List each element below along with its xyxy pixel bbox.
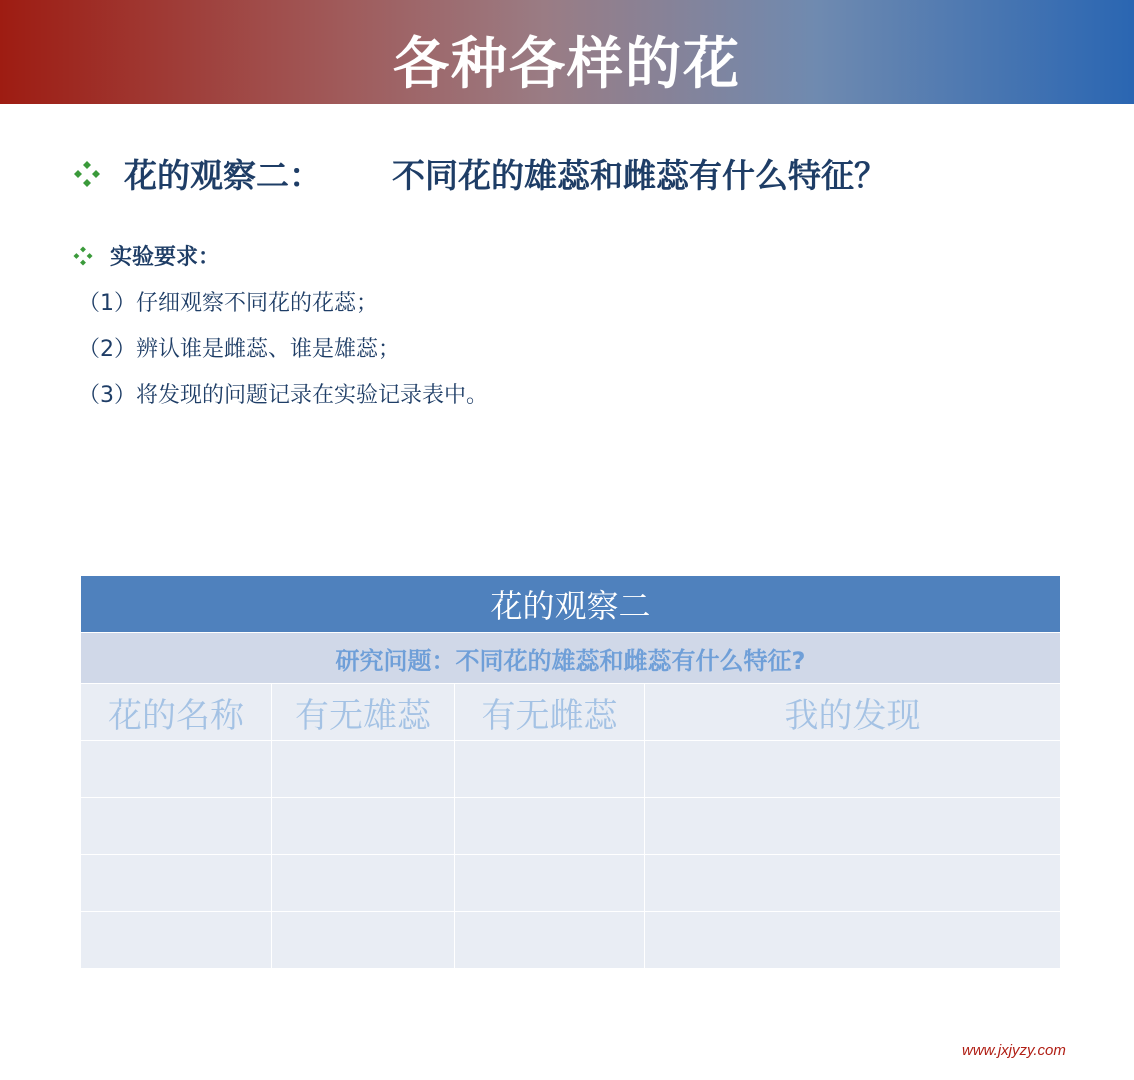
table-cell (455, 798, 645, 855)
watermark-text: www.jxjyzy.com (962, 1042, 1066, 1059)
column-header-has-stamen: 有无雄蕊 (272, 684, 455, 741)
page-title: 各种各样的花 (393, 32, 741, 97)
table-cell (455, 912, 645, 969)
table-row (81, 798, 1061, 855)
requirement-item: （1）仔细观察不同花的花蕊； (78, 291, 378, 316)
research-question: 研究问题：不同花的雄蕊和雌蕊有什么特征? (81, 633, 1061, 684)
table-cell (272, 912, 455, 969)
table-header-row (81, 684, 1061, 741)
table-cell (81, 741, 272, 798)
table-row (81, 741, 1061, 798)
requirements-title: 实验要求： (110, 245, 221, 270)
table-cell (645, 912, 1061, 969)
table-cell (81, 798, 272, 855)
table-cell (645, 741, 1061, 798)
table-row (81, 855, 1061, 912)
heading-question: 不同花的雄蕊和雌蕊有什么特征？ (392, 156, 887, 195)
requirement-item: （3）将发现的问题记录在实验记录表中。 (78, 383, 488, 408)
column-header-flower-name: 花的名称 (81, 684, 272, 741)
four-diamond-bullet-icon (72, 245, 94, 267)
table-cell (81, 912, 272, 969)
title-banner (0, 0, 1134, 104)
table-cell (645, 855, 1061, 912)
four-diamond-bullet-icon (72, 159, 102, 189)
observation-record-table (80, 575, 1061, 969)
heading-label: 花的观察二： (124, 156, 322, 195)
table-cell (455, 741, 645, 798)
table-cell (272, 741, 455, 798)
table-cell (272, 798, 455, 855)
table-row (81, 912, 1061, 969)
requirements-heading (72, 240, 220, 271)
table-cell (455, 855, 645, 912)
table-title: 花的观察二 (81, 576, 1061, 633)
column-header-has-pistil: 有无雌蕊 (455, 684, 645, 741)
table-cell (645, 798, 1061, 855)
table-cell (81, 855, 272, 912)
requirement-item: （2）辨认谁是雌蕊、谁是雄蕊； (78, 337, 400, 362)
observation-heading (72, 150, 887, 197)
column-header-my-findings: 我的发现 (645, 684, 1061, 741)
table-cell (272, 855, 455, 912)
